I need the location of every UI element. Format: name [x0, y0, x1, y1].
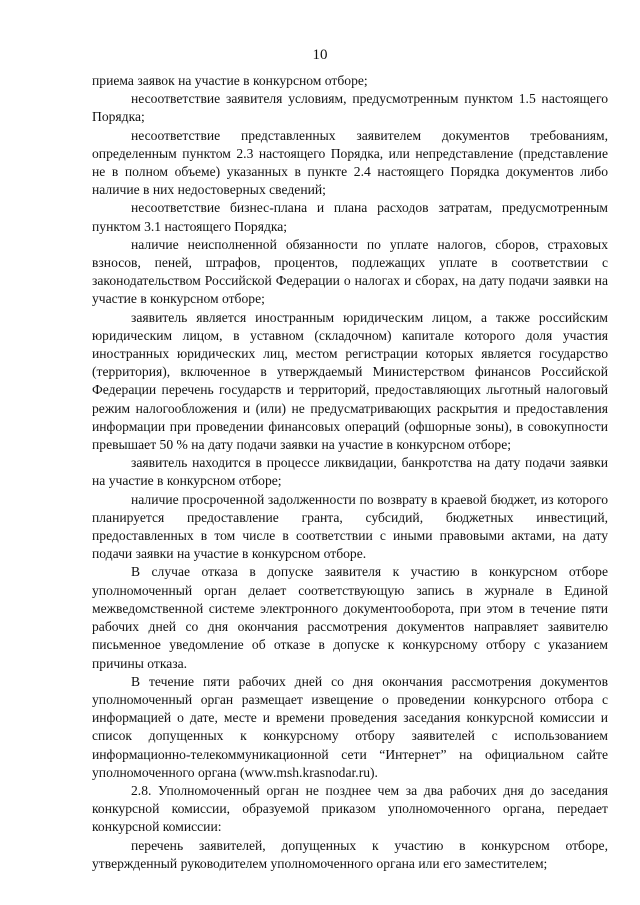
paragraph-5: наличие неисполненной обязанности по уплате налогов, сборов, страховых взносов, пеней, штрафов, процентов, подлежащих уплате в соответствии с законодательством Российской Федерации о налогах и сборах, на дату подачи заявки на участие в конкурсном отборе; [92, 236, 608, 307]
paragraph-11: 2.8. Уполномоченный орган не позднее чем за два рабочих дня до заседания конкурсной комиссии, образуемой приказом уполномоченного органа, передает конкурсной комиссии: [92, 782, 608, 835]
paragraph-6: заявитель является иностранным юридическим лицом, а также российским юридическим лицом, в уставном (складочном) капитале которого доля участия иностранных юридических лиц, местом регистрации которых является государство (территория), включенное в утверждаемый Министерством финансов Российской Федерации перечень государств и территорий, предоставляющих льготный налоговый режим налогообложения и (или) не предусматривающих раскрытия и предоставления информации при проведении финансовых операций (офшорные зоны), в совокупности превышает 50 % на дату подачи заявки на участие в конкурсном отборе; [92, 309, 608, 453]
paragraph-3: несоответствие представленных заявителем документов требованиям, определенным пунктом 2.3 настоящего Порядка, или непредставление (представление не в полном объеме) указанных в пункте 2.4 настоящего Порядка документов либо наличие в них недостоверных сведений; [92, 127, 608, 198]
paragraph-4: несоответствие бизнес-плана и плана расходов затратам, предусмотренным пунктом 3.1 настоящего Порядка; [92, 200, 608, 234]
paragraph-10: В течение пяти рабочих дней со дня окончания рассмотрения документов уполномоченный орган размещает извещение о проведении конкурсного отбора с информацией о дате, месте и времени проведения заседания конкурсной комиссии и список допущенных к конкурсному отбору заявителей с использованием информационно-телекоммуникационной сети “Интернет” на официальном сайте уполномоченного органа (www.msh.krasnodar.ru). [92, 673, 608, 780]
document-body [92, 72, 608, 873]
page-number: 10 [312, 47, 328, 63]
paragraph-8: наличие просроченной задолженности по возврату в краевой бюджет, из которого планируется предоставление гранта, субсидий, бюджетных инвестиций, предоставленных в том числе в соответствии с иными правовыми актами, на дату подачи заявки на участие в конкурсном отборе. [92, 491, 608, 562]
paragraph-7: заявитель находится в процессе ликвидации, банкротства на дату подачи заявки на участие в конкурсном отборе; [92, 455, 608, 489]
paragraph-9: В случае отказа в допуске заявителя к участию в конкурсном отборе уполномоченный орган делает соответствующую запись в журнале в Единой межведомственной системе электронного документооборота, при этом в течение пяти рабочих дней со дня окончания рассмотрения документов направляет заявителю письменное уведомление об отказе в допуске к конкурсному отбору с указанием причины отказа. [92, 564, 608, 671]
paragraph-12: перечень заявителей, допущенных к участию в конкурсном отборе, утвержденный руководителем уполномоченного органа или его заместителем; [92, 837, 608, 871]
paragraph-1: приема заявок на участие в конкурсном отборе; [92, 73, 368, 88]
paragraph-2: несоответствие заявителя условиям, предусмотренным пунктом 1.5 настоящего Порядка; [92, 91, 608, 125]
